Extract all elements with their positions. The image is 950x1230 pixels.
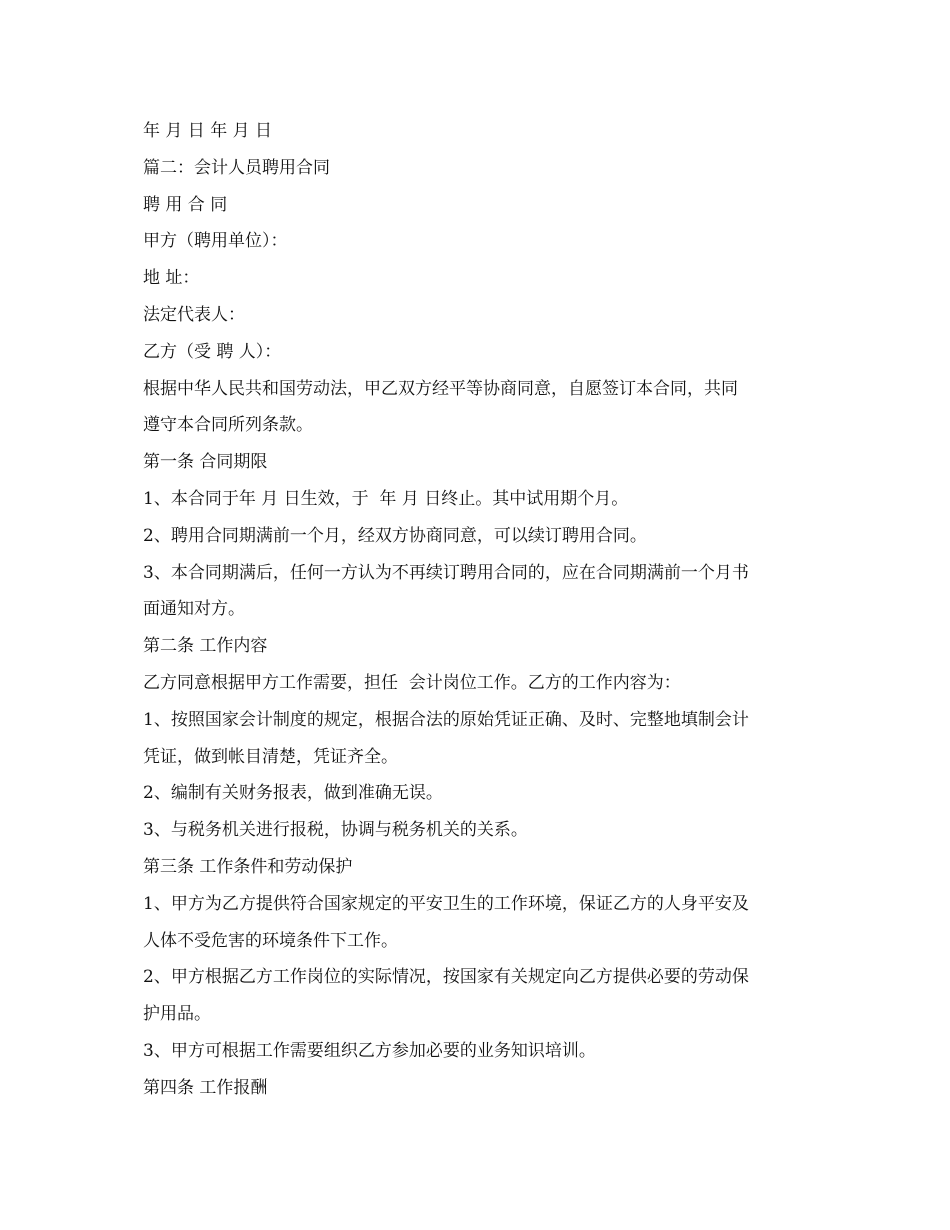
article-3-clause-1-line-2: 人体不受危害的环境条件下工作。 <box>143 930 398 951</box>
article-2-clause-2: 2、编制有关财务报表，做到准确无误。 <box>143 783 443 804</box>
preamble-line-2: 遵守本合同所列条款。 <box>143 415 313 436</box>
article-3-clause-2-line-2: 护用品。 <box>143 1004 211 1025</box>
article-1-clause-3-line-1: 3、本合同期满后，任何一方认为不再续订聘用合同的，应在合同期满前一个月书 <box>143 562 749 583</box>
article-3-clause-1-line-1: 1、甲方为乙方提供符合国家规定的平安卫生的工作环境，保证乙方的人身平安及 <box>143 893 749 914</box>
article-2-heading: 第二条 工作内容 <box>143 636 268 657</box>
article-3-clause-3: 3、甲方可根据工作需要组织乙方参加必要的业务知识培训。 <box>143 1040 596 1061</box>
party-a-label: 甲方（聘用单位）： <box>143 231 288 252</box>
preamble-line-1: 根据中华人民共和国劳动法，甲乙双方经平等协商同意，自愿签订本合同，共同 <box>143 378 738 399</box>
article-2-clause-1-line-1: 1、按照国家会计制度的规定，根据合法的原始凭证正确、及时、完整地填制会计 <box>143 709 749 730</box>
article-1-clause-2: 2、聘用合同期满前一个月，经双方协商同意，可以续订聘用合同。 <box>143 525 647 546</box>
party-b-label: 乙方（受 聘 人）： <box>143 341 282 362</box>
article-1-clause-3-line-2: 面通知对方。 <box>143 599 245 620</box>
article-1-clause-1: 1、本合同于年 月 日生效，于 年 月 日终止。其中试用期个月。 <box>143 488 629 509</box>
contract-title: 聘 用 合 同 <box>143 194 228 215</box>
article-2-clause-3: 3、与税务机关进行报税，协调与税务机关的关系。 <box>143 820 528 841</box>
article-4-heading: 第四条 工作报酬 <box>143 1077 268 1098</box>
article-3-clause-2-line-1: 2、甲方根据乙方工作岗位的实际情况，按国家有关规定向乙方提供必要的劳动保 <box>143 967 749 988</box>
article-1-heading: 第一条 合同期限 <box>143 452 268 473</box>
article-2-clause-1-line-2: 凭证，做到帐目清楚，凭证齐全。 <box>143 746 398 767</box>
document-body <box>143 116 808 1110</box>
legal-representative-label: 法定代表人： <box>143 304 245 325</box>
address-label: 地 址： <box>143 268 200 289</box>
article-2-intro: 乙方同意根据甲方工作需要，担任 会计岗位工作。乙方的工作内容为： <box>143 672 681 693</box>
date-line: 年 月 日 年 月 日 <box>143 121 273 141</box>
article-3-heading: 第三条 工作条件和劳动保护 <box>143 856 353 877</box>
section-title: 篇二：会计人员聘用合同 <box>143 157 330 178</box>
